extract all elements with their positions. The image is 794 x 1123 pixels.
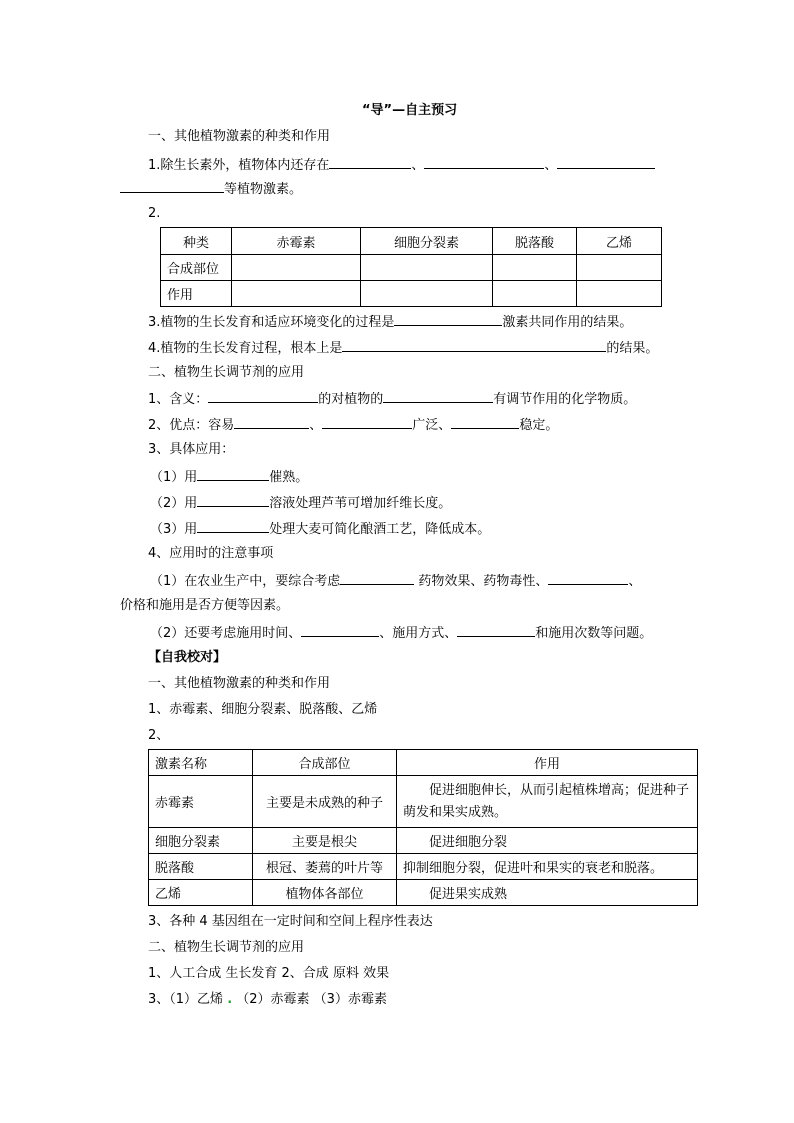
table-row (149, 854, 698, 880)
fill-blank[interactable] (451, 416, 519, 429)
table-row (149, 776, 698, 828)
table-cell-blank[interactable] (577, 255, 662, 281)
section-2-heading: 二、植物生长调节剂的应用 (148, 365, 305, 380)
table-cell-blank[interactable] (361, 255, 493, 281)
fill-blank[interactable] (301, 624, 379, 637)
check-s2-heading: 二、植物生长调节剂的应用 (148, 940, 305, 955)
hormone-name: 赤霉素 (149, 776, 253, 828)
hormone-name: 细胞分裂素 (149, 828, 253, 854)
s2-question-1: 1、含义： 的对植物的 有调节作用的化学物质。 (148, 392, 637, 407)
s2-question-2: 2、优点：容易 、 广泛、 稳定。 (148, 418, 559, 433)
preview-table (160, 227, 662, 307)
fill-blank[interactable] (329, 156, 411, 169)
table-cell-blank[interactable] (493, 255, 577, 281)
note-1-cont: 价格和施用是否方便等因素。 (120, 598, 290, 613)
table-header-cell: 作用 (397, 750, 698, 776)
fill-blank[interactable] (424, 156, 544, 169)
fill-blank[interactable] (340, 572, 414, 585)
hormone-action: 促进细胞分裂 (397, 828, 698, 854)
fill-blank[interactable] (322, 416, 412, 429)
fill-blank[interactable] (208, 390, 318, 403)
fill-blank[interactable] (197, 520, 269, 533)
app-item: （2）用 溶液处理芦苇可增加纤维长度。 (150, 496, 452, 511)
table-header-cell: 种类 (161, 228, 232, 255)
fill-blank[interactable] (557, 156, 655, 169)
s2-question-3: 3、具体应用： (148, 442, 235, 457)
check-answer-b1: 1、人工合成 生长发育 2、合成 原料 效果 (148, 966, 390, 981)
app-item: （1）用 催熟。 (150, 470, 309, 485)
answer-table (148, 749, 698, 906)
table-header-cell: 赤霉素 (232, 228, 361, 255)
check-answer-1: 1、赤霉素、细胞分裂素、脱落酸、乙烯 (148, 702, 378, 717)
table-row-label: 作用 (161, 281, 232, 307)
fill-blank[interactable] (342, 339, 606, 352)
fill-blank[interactable] (197, 468, 269, 481)
section-1-heading: 一、其他植物激素的种类和作用 (148, 129, 331, 144)
table-header-cell: 乙烯 (577, 228, 662, 255)
hormone-name: 乙烯 (149, 880, 253, 906)
synthesis-site: 根冠、萎蔫的叶片等 (253, 854, 397, 880)
table-cell-blank[interactable] (493, 281, 577, 307)
fill-blank[interactable] (457, 624, 535, 637)
s1-question-4: 4.植物的生长发育过程，根本上是 的结果。 (148, 341, 659, 356)
check-answer-2-label: 2、 (148, 728, 170, 743)
self-check-heading: 【自我校对】 (148, 650, 227, 665)
page-title: “导”—自主预习 (362, 103, 458, 118)
hormone-action: 抑制细胞分裂，促进叶和果实的衰老和脱落。 (397, 854, 698, 880)
s1-question-2-label: 2. (148, 206, 161, 221)
s2-question-4: 4、应用时的注意事项 (148, 546, 274, 561)
hormone-name: 脱落酸 (149, 854, 253, 880)
check-answer-3: 3、各种 4 基因组在一定时间和空间上程序性表达 (148, 914, 433, 929)
table-header-cell: 激素名称 (149, 750, 253, 776)
table-cell-blank[interactable] (577, 281, 662, 307)
table-cell-blank[interactable] (232, 281, 361, 307)
fill-blank[interactable] (394, 313, 502, 326)
check-answer-b3: 3、（1）乙烯 . （2）赤霉素 （3）赤霉素 (148, 992, 387, 1007)
table-cell-blank[interactable] (361, 281, 493, 307)
note-2: （2）还要考虑施用时间、 、施用方式、 和施用次数等问题。 (150, 626, 653, 641)
hormone-action: 促进果实成熟 (397, 880, 698, 906)
fill-blank[interactable] (234, 416, 309, 429)
table-row-label: 合成部位 (161, 255, 232, 281)
table-header-cell: 细胞分裂素 (361, 228, 493, 255)
fill-blank[interactable] (197, 494, 269, 507)
synthesis-site: 植物体各部位 (253, 880, 397, 906)
fill-blank[interactable] (120, 180, 224, 193)
synthesis-site: 主要是根尖 (253, 828, 397, 854)
hormone-action: 促进细胞伸长，从而引起植株增高；促进种子萌发和果实成熟。 (397, 776, 698, 828)
table-row (149, 828, 698, 854)
app-item: （3）用 处理大麦可简化酿酒工艺，降低成本。 (150, 522, 491, 537)
s1-question-1: 1.除生长素外，植物体内还存在 、 、 (148, 156, 655, 172)
s1-question-1-cont: 等植物激素。 (120, 180, 302, 196)
table-header-cell: 脱落酸 (493, 228, 577, 255)
note-1: （1）在农业生产中，要综合考虑 药物效果、药物毒性、 、 (150, 574, 642, 589)
synthesis-site: 主要是未成熟的种子 (253, 776, 397, 828)
fill-blank[interactable] (383, 390, 493, 403)
table-cell-blank[interactable] (232, 255, 361, 281)
table-header-cell: 合成部位 (253, 750, 397, 776)
table-row (149, 880, 698, 906)
check-s1-heading: 一、其他植物激素的种类和作用 (148, 676, 331, 691)
fill-blank[interactable] (548, 572, 628, 585)
s1-question-3: 3.植物的生长发育和适应环境变化的过程是 激素共同作用的结果。 (148, 315, 633, 330)
green-dot-mark: . (227, 992, 233, 1007)
